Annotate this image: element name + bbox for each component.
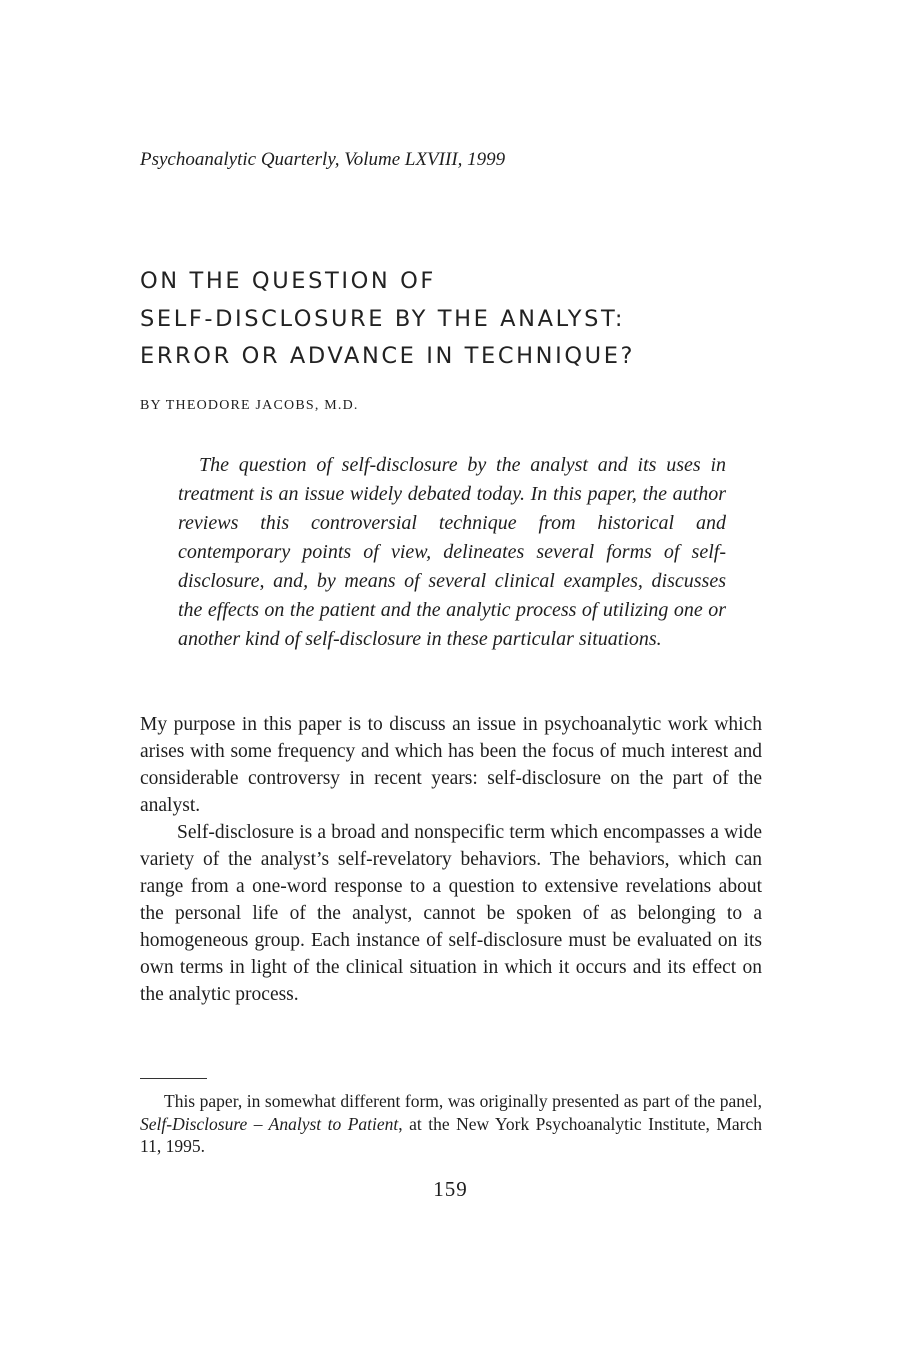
abstract: The question of self-disclosure by the analyst and its uses in treatment is an issue widely debated today. In this paper, the author reviews this controversial technique from historical and contemporary points of view, delineates several forms of self-disclosure, and, by means of several clinical examples, discusses the effects on the patient and the analytic process of utilizing one or another kind of self-disclosure in these particular situations.: [178, 454, 726, 650]
title-line-1: ON THE QUESTION OF: [140, 268, 436, 294]
page-number: 159: [433, 1177, 468, 1201]
footnote-text-before: This paper, in somewhat different form, was originally presented as part of the panel,: [164, 1091, 762, 1111]
body-paragraph-1: My purpose in this paper is to discuss an issue in psychoanalytic work which arises with some frequency and which has been the focus of much interest and considerable controversy in recent years: self-disclosure on the part of the analyst.: [140, 714, 762, 816]
footnote-panel-title: Self-Disclosure – Analyst to Patient: [140, 1113, 399, 1134]
article-title: [140, 263, 780, 376]
footnote-text-after: , at the New York Psychoanalytic Institute, March 11, 1995.: [140, 1113, 762, 1156]
body-text: [140, 711, 762, 1008]
footnote-divider: [140, 1078, 207, 1079]
author-byline: BY THEODORE JACOBS, M.D.: [140, 398, 359, 413]
journal-running-head: Psychoanalytic Quarterly, Volume LXVIII, 1999: [140, 149, 506, 170]
body-paragraph-2: Self-disclosure is a broad and nonspecific term which encompasses a wide variety of the analyst’s self-revelatory behaviors. The behaviors, which can range from a one-word response to a question to extensive revelations about the personal life of the analyst, cannot be spoken of as belonging to a homogeneous group. Each instance of self-disclosure must be evaluated on its own terms in light of the clinical situation in which it occurs and its effect on the analytic process.: [140, 822, 762, 1005]
title-line-2: SELF-DISCLOSURE BY THE ANALYST:: [140, 305, 626, 332]
title-line-3: ERROR OR ADVANCE IN TECHNIQUE?: [140, 343, 636, 369]
footnote: [140, 1090, 762, 1158]
